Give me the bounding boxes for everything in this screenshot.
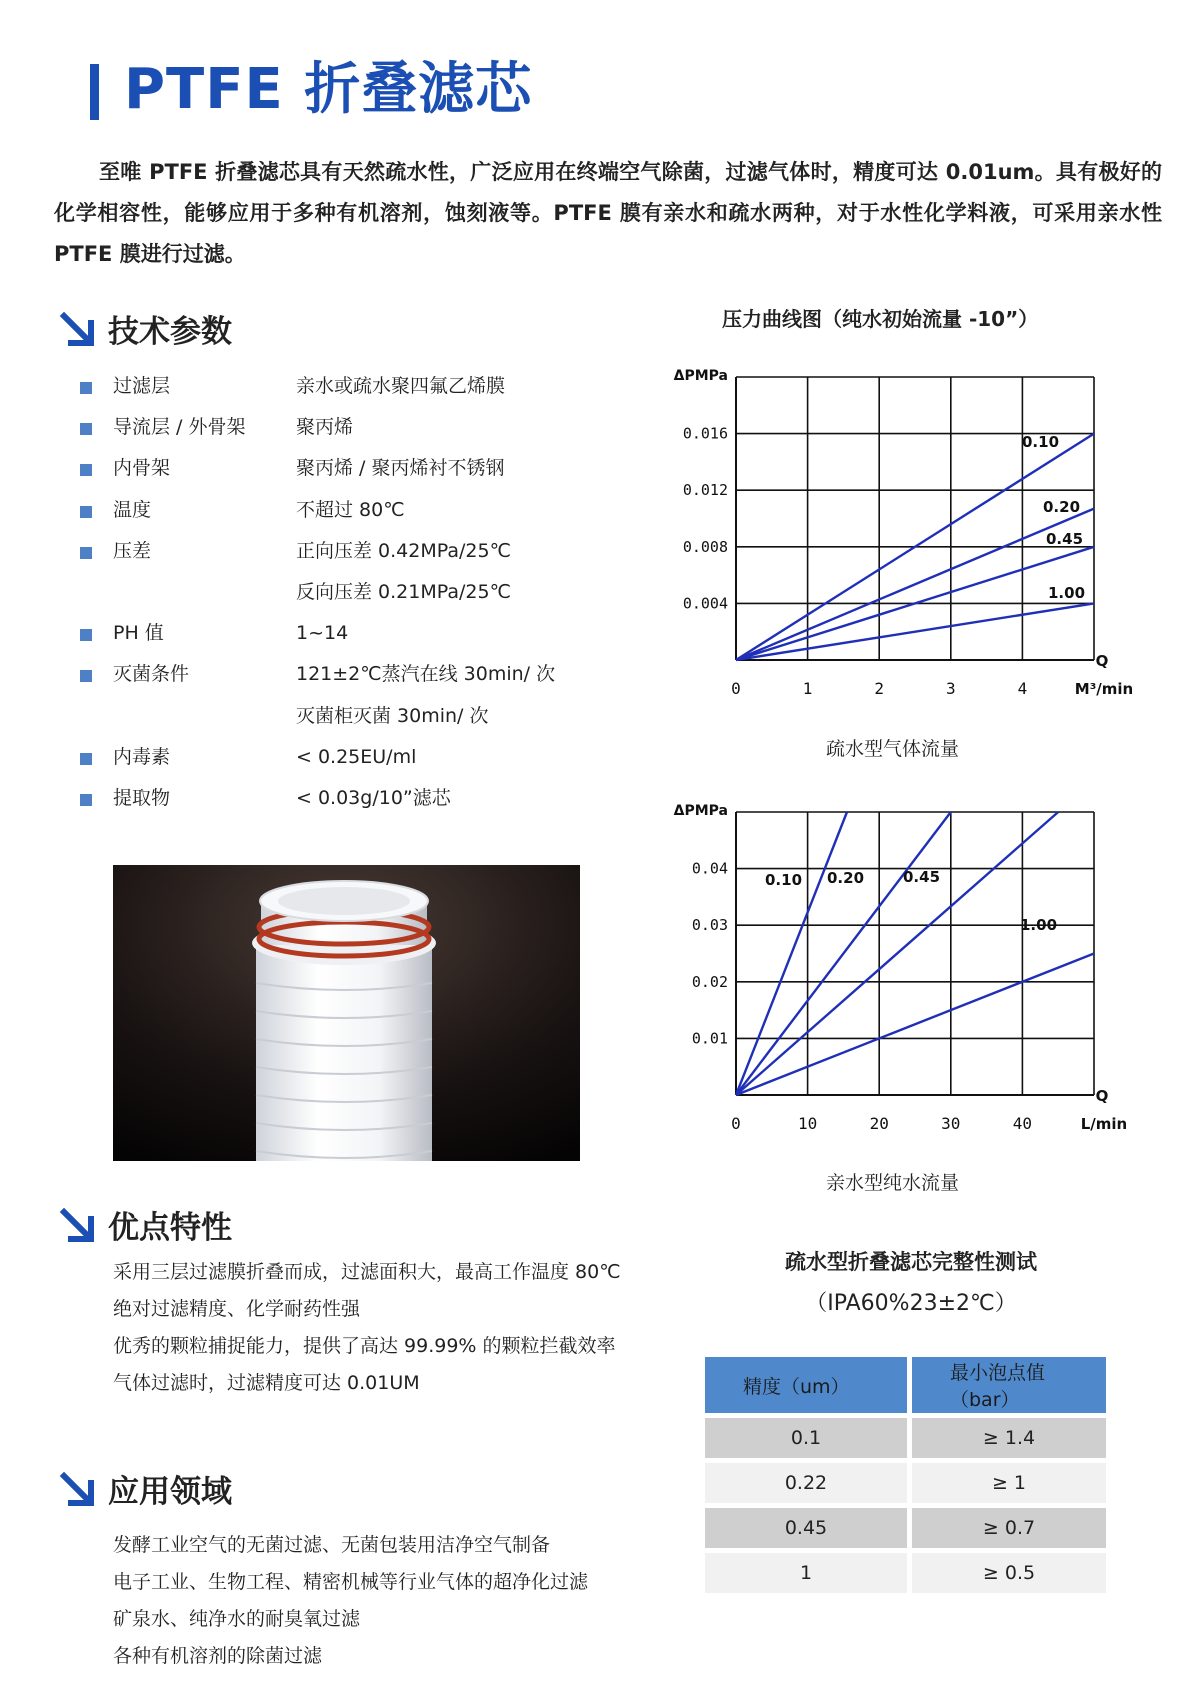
- x-tick-label: 40: [1012, 1114, 1033, 1133]
- spec-value: 1~14: [296, 622, 349, 645]
- integrity-title: 疏水型折叠滤芯完整性测试: [785, 1250, 1037, 1274]
- integrity-subtitle: （IPA60%23±2℃）: [805, 1291, 1017, 1316]
- x-tick-label: 2: [874, 679, 885, 698]
- series-line: [736, 509, 1094, 660]
- spec-label: 温度: [113, 498, 152, 521]
- series-label: 0.10: [765, 871, 803, 889]
- spec-row: [80, 407, 640, 448]
- y-tick-label: 0.004: [682, 594, 728, 613]
- y-tick-label: 0.04: [691, 859, 728, 878]
- spec-label: 过滤层: [113, 375, 171, 397]
- list-item: 发酵工业空气的无菌过滤、无菌包装用洁净空气制备: [113, 1534, 551, 1556]
- advantages-list: [113, 1254, 621, 1402]
- square-bullet-icon: [80, 753, 92, 765]
- chart2-caption: 亲水型纯水流量: [826, 1172, 960, 1194]
- x-axis-unit: L/min: [1080, 1115, 1128, 1133]
- applications-heading-text: 应用领域: [108, 1474, 232, 1510]
- x-axis-letter: Q: [1095, 652, 1109, 670]
- product-photo: [113, 865, 580, 1161]
- x-tick-label: 30: [941, 1114, 961, 1133]
- series-line: [736, 603, 1094, 660]
- series-label: 0.45: [903, 868, 941, 886]
- table-row: [705, 1418, 1106, 1458]
- spec-value: 聚丙烯 / 聚丙烯衬不锈钢: [296, 457, 505, 480]
- spec-value: 不超过 80℃: [296, 498, 405, 521]
- x-axis-unit: M³/min: [1074, 680, 1134, 698]
- spec-label: PH 值: [113, 622, 164, 645]
- x-tick-label: 0: [731, 679, 741, 698]
- list-item: 采用三层过滤膜折叠而成，过滤面积大，最高工作温度 80℃: [113, 1261, 621, 1283]
- list-item: 矿泉水、纯净水的耐臭氧过滤: [113, 1608, 361, 1630]
- series-label: 0.20: [1043, 498, 1081, 516]
- spec-label: 压差: [113, 539, 152, 562]
- x-tick-label: 1: [802, 679, 813, 698]
- chart-main-title: 压力曲线图（纯水初始流量 -10”）: [722, 307, 1039, 331]
- series-label: 0.20: [827, 869, 865, 887]
- spec-value: 聚丙烯: [296, 416, 354, 439]
- table-cell: ≥ 1: [912, 1463, 1106, 1503]
- x-tick-label: 20: [869, 1114, 889, 1133]
- table-cell: ≥ 0.7: [912, 1508, 1106, 1548]
- spec-row: [80, 572, 640, 613]
- integrity-table: [700, 1352, 1111, 1598]
- spec-label: 内骨架: [113, 457, 171, 480]
- x-tick-label: 4: [1017, 679, 1028, 698]
- spec-label: 导流层 / 外骨架: [113, 416, 246, 439]
- list-item: 优秀的颗粒捕捉能力，提供了高达 99.99% 的颗粒拦截效率: [113, 1335, 616, 1357]
- arrow-down-right-icon: [60, 312, 94, 346]
- spec-value: 121±2℃蒸汽在线 30min/ 次: [296, 663, 556, 686]
- hydrophilic-water-flow-chart: [673, 795, 1128, 1145]
- table-cell: ≥ 1.4: [912, 1418, 1106, 1458]
- chart1-caption: 疏水型气体流量: [826, 738, 960, 760]
- square-bullet-icon: [80, 506, 92, 518]
- series-line: [736, 812, 1058, 1095]
- series-label: 1.00: [1020, 916, 1058, 934]
- spec-value: 正向压差 0.42MPa/25℃: [296, 539, 511, 562]
- applications-heading: [60, 1466, 232, 1511]
- list-item: 气体过滤时，过滤精度可达 0.01UM: [113, 1372, 420, 1394]
- arrow-down-right-icon: [60, 1208, 94, 1242]
- y-tick-label: 0.02: [691, 972, 728, 991]
- spec-value: 灭菌柜灭菌 30min/ 次: [296, 704, 489, 727]
- y-tick-label: 0.016: [682, 424, 728, 443]
- square-bullet-icon: [80, 547, 92, 559]
- series-line: [736, 812, 847, 1095]
- table-cell: ≥ 0.5: [912, 1553, 1106, 1593]
- table-cell: 1: [705, 1553, 907, 1593]
- y-tick-label: 0.01: [691, 1029, 728, 1048]
- spec-row: [80, 448, 640, 489]
- table-cell: 0.1: [705, 1418, 907, 1458]
- spec-value: 反向压差 0.21MPa/25℃: [296, 580, 511, 603]
- spec-label: 提取物: [113, 786, 171, 809]
- square-bullet-icon: [80, 464, 92, 476]
- y-tick-label: 0.008: [682, 537, 728, 556]
- spec-value: 亲水或疏水聚四氟乙烯膜: [296, 375, 506, 397]
- advantages-heading: [60, 1202, 232, 1247]
- spec-row: [80, 654, 640, 695]
- list-item: 各种有机溶剂的除菌过滤: [113, 1645, 323, 1667]
- square-bullet-icon: [80, 382, 92, 394]
- x-tick-label: 0: [731, 1114, 741, 1133]
- square-bullet-icon: [80, 423, 92, 435]
- series-label: 0.45: [1046, 530, 1084, 548]
- list-item: 电子工业、生物工程、精密机械等行业气体的超净化过滤: [113, 1571, 589, 1593]
- table-header-cell: 精度（um）: [705, 1357, 907, 1413]
- hydrophobic-gas-flow-chart: [673, 360, 1134, 710]
- table-cell: 0.45: [705, 1508, 907, 1548]
- specs-heading: [60, 306, 232, 351]
- table-cell: 0.22: [705, 1463, 907, 1503]
- spec-row: [80, 366, 640, 407]
- specs-heading-text: 技术参数: [108, 314, 232, 350]
- spec-label: 内毒素: [113, 745, 171, 768]
- spec-row: [80, 490, 640, 531]
- arrow-down-right-icon: [60, 1472, 94, 1506]
- spec-row: [80, 531, 640, 572]
- series-label: 0.10: [1022, 433, 1060, 451]
- table-row: [705, 1553, 1106, 1593]
- specs-list: [80, 366, 640, 819]
- title-accent-bar: [90, 64, 99, 120]
- list-item: 绝对过滤精度、化学耐药性强: [113, 1298, 361, 1320]
- y-axis-label: ΔPMPa: [673, 368, 728, 384]
- advantages-heading-text: 优点特性: [108, 1210, 232, 1246]
- spec-row: [80, 778, 640, 819]
- y-tick-label: 0.012: [682, 481, 728, 500]
- table-header-cell: 最小泡点值（bar）: [912, 1357, 1106, 1413]
- table-row: [705, 1463, 1106, 1503]
- spec-value: < 0.03g/10”滤芯: [296, 786, 451, 809]
- square-bullet-icon: [80, 670, 92, 682]
- series-label: 1.00: [1048, 584, 1086, 602]
- table-header-row: [705, 1357, 1106, 1413]
- table-row: [705, 1508, 1106, 1548]
- x-tick-label: 3: [945, 679, 956, 698]
- spec-value: < 0.25EU/ml: [296, 745, 417, 768]
- spec-row: [80, 737, 640, 778]
- square-bullet-icon: [80, 794, 92, 806]
- y-axis-label: ΔPMPa: [673, 803, 728, 819]
- spec-row: [80, 613, 640, 654]
- y-tick-label: 0.03: [691, 916, 728, 935]
- applications-list: [113, 1527, 588, 1675]
- spec-label: 灭菌条件: [113, 663, 190, 686]
- page-title: PTFE 折叠滤芯: [124, 57, 533, 122]
- spec-row: [80, 696, 640, 737]
- intro-paragraph: 至唯 PTFE 折叠滤芯具有天然疏水性，广泛应用在终端空气除菌，过滤气体时，精度可达 0.01um。具有极好的化学相容性，能够应用于多种有机溶剂，蚀刻液等。PTFE 膜有亲水和疏水两种，对于水性化学料液，可采用亲水性 PTFE 膜进行过滤。: [54, 160, 1162, 266]
- x-tick-label: 10: [797, 1114, 818, 1133]
- square-bullet-icon: [80, 629, 92, 641]
- x-axis-letter: Q: [1095, 1087, 1109, 1105]
